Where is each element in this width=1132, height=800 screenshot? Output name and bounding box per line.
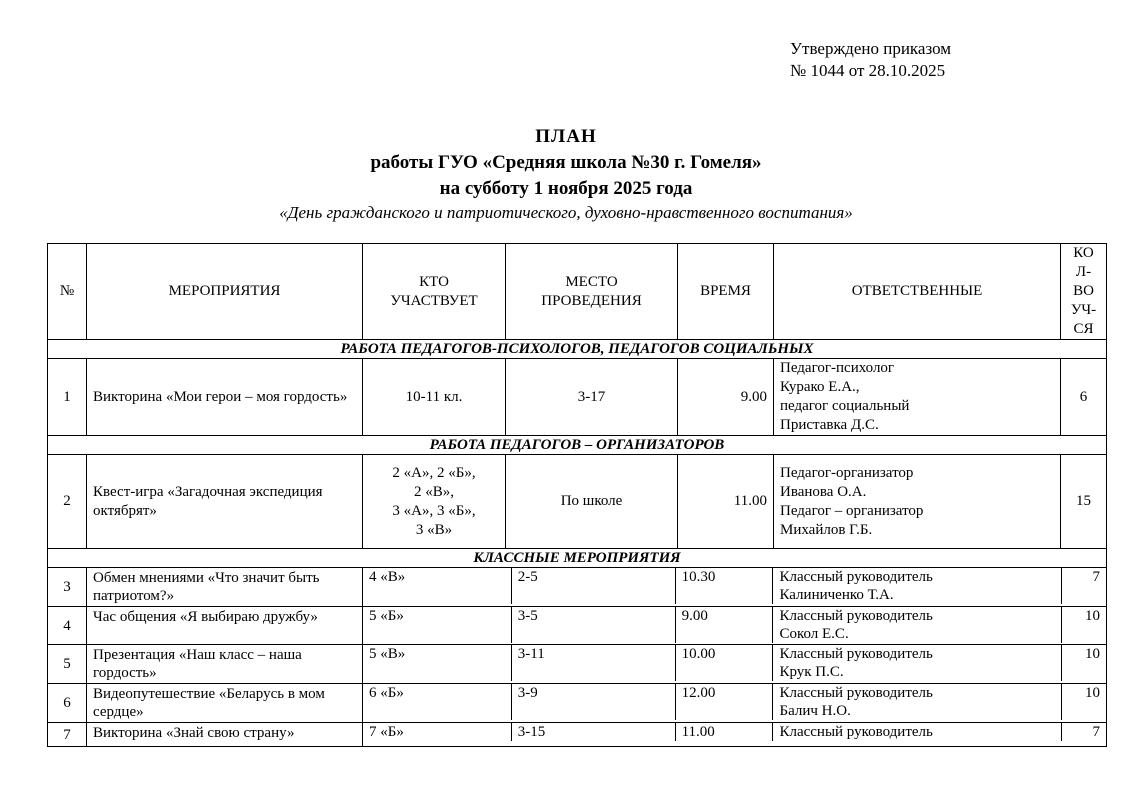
row-participants: 4 «В» (369, 569, 406, 585)
row-event: Презентация «Наш класс – наша гордость» (87, 645, 363, 684)
row-event: Обмен мнениями «Что значит быть патриотом?» (87, 568, 363, 607)
row-num: 1 (48, 359, 87, 436)
header-place: МЕСТО ПРОВЕДЕНИЯ (506, 244, 678, 340)
row-responsible: Педагог-психолог Курако Е.А., педагог социальный Приставка Д.С. (774, 359, 1061, 436)
row-time: 9.00 (675, 607, 773, 643)
row-event: Видеопутешествие «Беларусь в мом сердце» (87, 684, 363, 723)
row-num: 3 (48, 568, 87, 607)
table-row (48, 359, 1107, 436)
row-num: 4 (48, 607, 87, 645)
table-row (48, 645, 1107, 684)
row-responsible: Классный руководитель Сокол Е.С. (772, 607, 1061, 643)
header-responsible: ОТВЕТСТВЕННЫЕ (774, 244, 1061, 340)
row-place: 3-11 (511, 645, 675, 681)
row-time: 12.00 (675, 684, 773, 720)
row-details (363, 684, 1107, 723)
row-event: Квест-игра «Загадочная экспедиция октябрят» (87, 455, 363, 549)
approval-note (790, 38, 951, 82)
header-events: МЕРОПРИЯТИЯ (87, 244, 363, 340)
row-details (363, 645, 1107, 684)
row-details (363, 607, 1107, 645)
approval-line-2: № 1044 от 28.10.2025 (790, 61, 946, 80)
row-place: 3-17 (506, 359, 678, 436)
row-place: По школе (506, 455, 678, 549)
table-row (48, 455, 1107, 549)
section-title: РАБОТА ПЕДАГОГОВ-ПСИХОЛОГОВ, ПЕДАГОГОВ СОЦИАЛЬНЫХ (48, 340, 1107, 359)
row-place: 3-9 (511, 684, 675, 720)
section-row (48, 549, 1107, 568)
row-num: 7 (48, 723, 87, 747)
row-participants: 6 «Б» (369, 685, 404, 701)
row-count: 10 (1061, 684, 1106, 720)
row-event: Викторина «Мои герои – моя гордость» (87, 359, 363, 436)
row-details (363, 723, 1107, 747)
row-count: 15 (1061, 455, 1107, 549)
row-place: 2-5 (511, 568, 675, 604)
row-num: 6 (48, 684, 87, 723)
row-time: 10.30 (675, 568, 773, 604)
table-row (48, 684, 1107, 723)
row-responsible: Классный руководитель (772, 723, 1061, 741)
row-participants: 5 «В» (369, 646, 406, 662)
plan-table (47, 243, 1107, 747)
row-time: 10.00 (675, 645, 773, 681)
section-title: КЛАССНЫЕ МЕРОПРИЯТИЯ (48, 549, 1107, 568)
document-title (0, 124, 1132, 224)
title-date: на субботу 1 ноября 2025 года (439, 178, 693, 199)
title-plan: ПЛАН (535, 126, 597, 147)
row-participants: 2 «А», 2 «Б», 2 «В», 3 «А», 3 «Б», 3 «В» (363, 455, 506, 549)
row-event: Час общения «Я выбираю дружбу» (87, 607, 363, 645)
table-header-row (48, 244, 1107, 340)
row-count: 7 (1061, 723, 1106, 741)
header-count: КО Л- ВО УЧ- СЯ (1061, 244, 1107, 340)
row-details (363, 568, 1107, 607)
header-num: № (48, 244, 87, 340)
row-place: 3-5 (511, 607, 675, 643)
row-time: 11.00 (678, 455, 774, 549)
row-count: 10 (1061, 645, 1106, 681)
header-time: ВРЕМЯ (678, 244, 774, 340)
row-num: 5 (48, 645, 87, 684)
table-row (48, 607, 1107, 645)
row-count: 10 (1061, 607, 1106, 643)
row-event: Викторина «Знай свою страну» (87, 723, 363, 747)
section-row (48, 340, 1107, 359)
row-responsible: Классный руководитель Балич Н.О. (772, 684, 1061, 720)
row-place: 3-15 (511, 723, 675, 741)
row-time: 9.00 (678, 359, 774, 436)
section-row (48, 436, 1107, 455)
row-count: 7 (1061, 568, 1106, 604)
table-row (48, 568, 1107, 607)
row-num: 2 (48, 455, 87, 549)
title-theme: «День гражданского и патриотического, духовно-нравственного воспитания» (279, 203, 853, 222)
row-participants: 5 «Б» (369, 608, 404, 624)
row-count: 6 (1061, 359, 1107, 436)
row-time: 11.00 (675, 723, 773, 741)
row-participants: 10-11 кл. (363, 359, 506, 436)
approval-line-1: Утверждено приказом (790, 39, 952, 58)
header-participants: КТО УЧАСТВУЕТ (363, 244, 506, 340)
row-participants: 7 «Б» (369, 724, 404, 740)
row-responsible: Педагог-организатор Иванова О.А. Педагог – организатор Михайлов Г.Б. (774, 455, 1061, 549)
table-row (48, 723, 1107, 747)
title-organization: работы ГУО «Средняя школа №30 г. Гомеля» (370, 152, 762, 173)
row-responsible: Классный руководитель Калиниченко Т.А. (772, 568, 1061, 604)
row-responsible: Классный руководитель Крук П.С. (772, 645, 1061, 681)
section-title: РАБОТА ПЕДАГОГОВ – ОРГАНИЗАТОРОВ (48, 436, 1107, 455)
